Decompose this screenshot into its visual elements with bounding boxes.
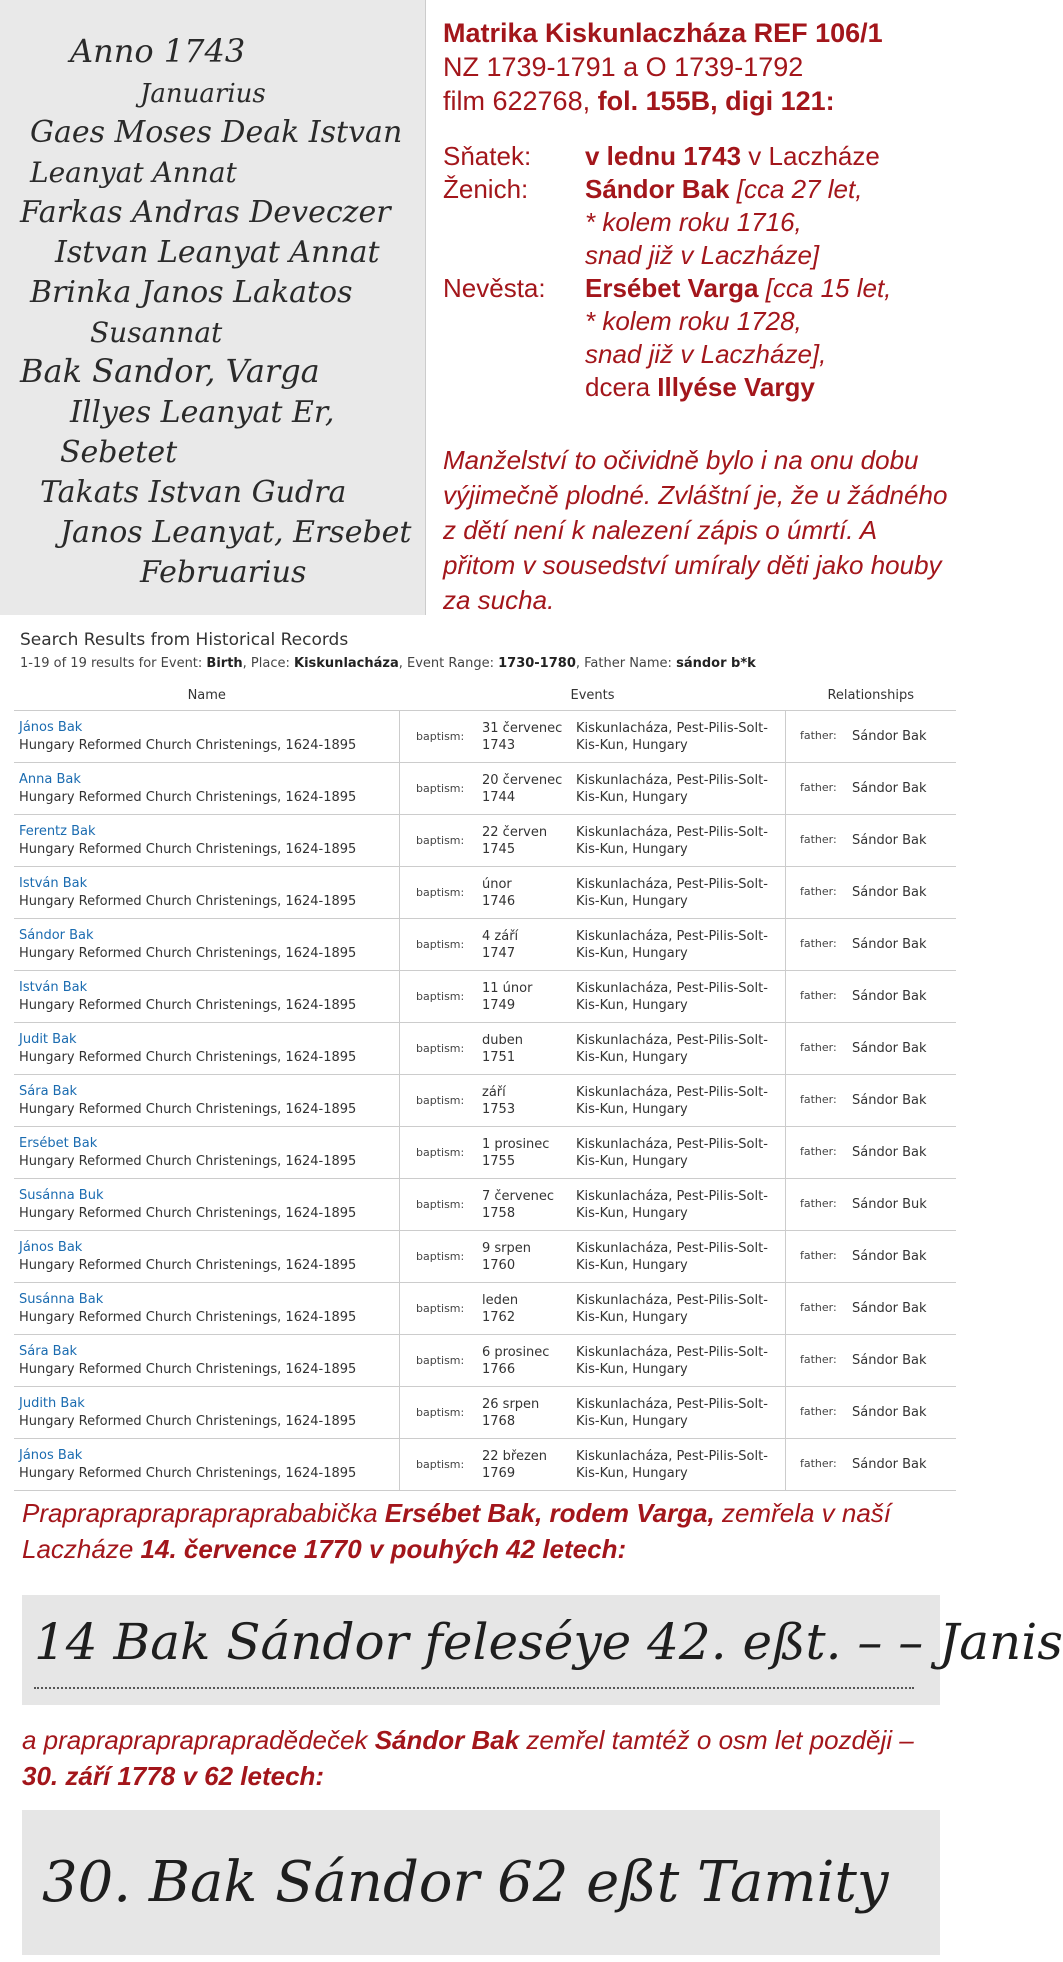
death-ersebet-handwriting: 14 Bak Sándor feleséye 42. eßt. – – Janis [34,1613,1063,1671]
collection-name: Hungary Reformed Church Christenings, 1624-1895 [19,1361,357,1377]
fertility-note: Manželství to očividně bylo i na onu dobu výjimečně plodné. Zvláštní je, že u žádného z dětí není k nalezení zápis o úmrtí. A přitom v sousedství umíraly děti jako houby za sucha. [443,445,948,615]
event-place: Kiskunlacháza, Pest-Pilis-Solt-Kis-Kun, Hungary [576,1084,768,1117]
event-type: baptism: [416,1406,465,1419]
death-sandor-text: a prapraprapraprapradědeček Sándor Bak zemřel tamtéž o osm let později – 30. září 1778 v 62 letech: [22,1725,914,1791]
manuscript-line: Sebetet [60,435,178,470]
record-name-link[interactable]: Sándor Bak [19,927,94,943]
collection-name: Hungary Reformed Church Christenings, 1624-1895 [19,1101,357,1117]
relationship-label: father: [800,1457,837,1470]
name-cell [14,1335,400,1387]
record-name-link[interactable]: Anna Bak [19,771,81,787]
column-relationships: Relationships [786,680,957,711]
event-date: 20 červenec 1744 [482,772,563,805]
record-header [443,16,948,118]
event-type: baptism: [416,1354,465,1367]
event-type: baptism: [416,990,465,1003]
column-events: Events [400,680,786,711]
collection-name: Hungary Reformed Church Christenings, 1624-1895 [19,1153,357,1169]
search-results-table [14,680,956,1491]
collection-name: Hungary Reformed Church Christenings, 1624-1895 [19,789,357,805]
relationship-name: Sándor Buk [852,1197,927,1212]
record-name-link[interactable]: István Bak [19,979,88,995]
relationship-name: Sándor Bak [852,989,927,1004]
event-type: baptism: [416,1094,465,1107]
name-cell [14,815,400,867]
name-cell [14,1127,400,1179]
event-type: baptism: [416,886,465,899]
table-row [14,1179,956,1231]
record-name-link[interactable]: István Bak [19,875,88,891]
death-ersebet-text: Prapraprapraprapraprababička Ersébet Bak, rodem Varga, zemřela v naší Laczháze 14. července 1770 v pouhých 42 letech: [22,1498,892,1564]
manuscript-line: Farkas Andras Deveczer [20,195,391,230]
search-results-title: Search Results from Historical Records [20,630,349,650]
record-name-link[interactable]: Ersébet Bak [19,1135,98,1151]
event-date: duben 1751 [482,1032,523,1065]
manuscript-line: Istvan Leanyat Annat [55,235,380,270]
table-row [14,1439,956,1491]
relationship-label: father: [800,989,837,1002]
event-cell [400,971,786,1023]
collection-name: Hungary Reformed Church Christenings, 1624-1895 [19,737,357,753]
record-name-link[interactable]: Sára Bak [19,1343,78,1359]
event-place: Kiskunlacháza, Pest-Pilis-Solt-Kis-Kun, Hungary [576,1188,768,1221]
manuscript-line: Brinka Janos Lakatos [30,275,353,310]
relationship-name: Sándor Bak [852,1301,927,1316]
relationship-name: Sándor Bak [852,1353,927,1368]
relationship-name: Sándor Bak [852,1093,927,1108]
relationship-cell [786,1179,957,1231]
name-cell [14,1179,400,1231]
collection-name: Hungary Reformed Church Christenings, 1624-1895 [19,1205,357,1221]
event-place: Kiskunlacháza, Pest-Pilis-Solt-Kis-Kun, Hungary [576,1396,768,1429]
manuscript-line: Janos Leanyat, Ersebet [60,515,412,550]
event-cell [400,815,786,867]
record-film: film 622768, fol. 155B, digi 121: [443,86,835,116]
event-place: Kiskunlacháza, Pest-Pilis-Solt-Kis-Kun, Hungary [576,772,768,805]
search-summary: 1-19 of 19 results for Event: Birth, Place: Kiskunlacháza, Event Range: 1730-1780, Father Name: sándor b*k [20,656,756,671]
relationship-name: Sándor Bak [852,885,927,900]
relationship-label: father: [800,1405,837,1418]
manuscript-line: Januarius [140,79,266,109]
table-row [14,1387,956,1439]
name-cell [14,1387,400,1439]
relationship-name: Sándor Bak [852,1405,927,1420]
manuscript-line: Illyes Leanyat Er, [70,395,335,430]
table-row [14,815,956,867]
event-cell [400,1075,786,1127]
event-type: baptism: [416,938,465,951]
event-cell [400,1127,786,1179]
event-place: Kiskunlacháza, Pest-Pilis-Solt-Kis-Kun, Hungary [576,980,768,1013]
collection-name: Hungary Reformed Church Christenings, 1624-1895 [19,1465,357,1481]
marriage-row: Sňatek: v lednu 1743 v Laczháze [443,141,880,171]
collection-name: Hungary Reformed Church Christenings, 1624-1895 [19,1257,357,1273]
event-type: baptism: [416,834,465,847]
event-place: Kiskunlacháza, Pest-Pilis-Solt-Kis-Kun, Hungary [576,876,768,909]
relationship-label: father: [800,937,837,950]
relationship-cell [786,1023,957,1075]
record-name-link[interactable]: Judit Bak [19,1031,77,1047]
bride-row: Nevěsta: Ersébet Varga [cca 15 let, * kolem roku 1728, snad již v Laczháze], dcera Illyése Vargy [443,273,892,402]
relationship-cell [786,1439,957,1491]
event-type: baptism: [416,1146,465,1159]
relationship-label: father: [800,1145,837,1158]
manuscript-line: Februarius [140,555,307,590]
event-place: Kiskunlacháza, Pest-Pilis-Solt-Kis-Kun, Hungary [576,928,768,961]
event-place: Kiskunlacháza, Pest-Pilis-Solt-Kis-Kun, Hungary [576,1292,768,1325]
collection-name: Hungary Reformed Church Christenings, 1624-1895 [19,945,357,961]
name-cell [14,1075,400,1127]
relationship-label: father: [800,885,837,898]
relationship-name: Sándor Bak [852,833,927,848]
table-header [14,680,956,711]
manuscript-line: Anno 1743 [70,32,246,70]
table-row [14,763,956,815]
manuscript-line: Gaes Moses Deak Istvan [30,115,403,150]
event-type: baptism: [416,1302,465,1315]
manuscript-line: Leanyat Annat [30,156,237,189]
event-type: baptism: [416,782,465,795]
relationship-name: Sándor Bak [852,1145,927,1160]
table-row [14,919,956,971]
event-place: Kiskunlacháza, Pest-Pilis-Solt-Kis-Kun, Hungary [576,1344,768,1377]
table-row [14,1283,956,1335]
record-name-link[interactable]: Judith Bak [19,1395,85,1411]
relationship-name: Sándor Bak [852,1457,927,1472]
table-row [14,1335,956,1387]
table-row [14,1127,956,1179]
name-cell [14,919,400,971]
name-cell [14,711,400,763]
relationship-label: father: [800,1093,837,1106]
record-name-link[interactable]: János Bak [19,719,83,735]
name-cell [14,867,400,919]
event-cell [400,1387,786,1439]
marriage-facts [443,140,953,404]
event-date: únor 1746 [482,876,516,909]
manuscript-line: Takats Istvan Gudra [40,475,347,510]
manuscript-line: Susannat [90,316,223,349]
death-sandor-scan [22,1810,940,1955]
event-place: Kiskunlacháza, Pest-Pilis-Solt-Kis-Kun, Hungary [576,1136,768,1169]
relationship-label: father: [800,1041,837,1054]
relationship-name: Sándor Bak [852,729,927,744]
collection-name: Hungary Reformed Church Christenings, 1624-1895 [19,841,357,857]
record-range: NZ 1739-1791 a O 1739-1792 [443,52,804,82]
event-cell [400,867,786,919]
name-cell [14,1023,400,1075]
event-place: Kiskunlacháza, Pest-Pilis-Solt-Kis-Kun, Hungary [576,1032,768,1065]
event-date: 1 prosinec 1755 [482,1136,550,1169]
collection-name: Hungary Reformed Church Christenings, 1624-1895 [19,997,357,1013]
event-cell [400,1179,786,1231]
relationship-cell [786,1387,957,1439]
event-place: Kiskunlacháza, Pest-Pilis-Solt-Kis-Kun, Hungary [576,824,768,857]
relationship-label: father: [800,833,837,846]
event-date: 22 březen 1769 [482,1448,548,1481]
event-cell [400,763,786,815]
relationship-cell [786,971,957,1023]
event-date: 26 srpen 1768 [482,1396,540,1429]
relationship-label: father: [800,1197,837,1210]
relationship-name: Sándor Bak [852,937,927,952]
manuscript-handwriting [0,0,425,615]
relationship-cell [786,1231,957,1283]
relationship-cell [786,1335,957,1387]
event-date: 31 červenec 1743 [482,720,563,753]
name-cell [14,763,400,815]
groom-row: Ženich: Sándor Bak [cca 27 let, * kolem roku 1716, snad již v Laczháze] [443,174,863,270]
record-name-link[interactable]: Susánna Buk [19,1187,104,1203]
record-name-link[interactable]: Ferentz Bak [19,823,96,839]
collection-name: Hungary Reformed Church Christenings, 1624-1895 [19,893,357,909]
event-date: 11 únor 1749 [482,980,533,1013]
event-date: 4 září 1747 [482,928,519,961]
event-place: Kiskunlacháza, Pest-Pilis-Solt-Kis-Kun, Hungary [576,1240,768,1273]
event-type: baptism: [416,1198,465,1211]
event-cell [400,1335,786,1387]
event-date: leden 1762 [482,1292,519,1325]
event-cell [400,919,786,971]
collection-name: Hungary Reformed Church Christenings, 1624-1895 [19,1049,357,1065]
name-cell [14,1283,400,1335]
relationship-cell [786,1127,957,1179]
relationship-cell [786,1075,957,1127]
manuscript-scan [0,0,426,615]
relationship-cell [786,919,957,971]
collection-name: Hungary Reformed Church Christenings, 1624-1895 [19,1309,357,1325]
relationship-cell [786,815,957,867]
relationship-cell [786,1283,957,1335]
record-name-link[interactable]: János Bak [19,1239,83,1255]
record-name-link[interactable]: János Bak [19,1447,83,1463]
relationship-name: Sándor Bak [852,1041,927,1056]
relationship-cell [786,763,957,815]
event-place: Kiskunlacháza, Pest-Pilis-Solt-Kis-Kun, Hungary [576,720,768,753]
death-ersebet-scan [22,1595,1063,1705]
event-date: 7 červenec 1758 [482,1188,554,1221]
table-row [14,1231,956,1283]
table-row [14,1075,956,1127]
relationship-label: father: [800,1249,837,1262]
relationship-label: father: [800,781,837,794]
event-cell [400,711,786,763]
event-place: Kiskunlacháza, Pest-Pilis-Solt-Kis-Kun, Hungary [576,1448,768,1481]
relationship-cell [786,711,957,763]
event-cell [400,1023,786,1075]
table-row [14,867,956,919]
event-date: 22 červen 1745 [482,824,548,857]
event-cell [400,1283,786,1335]
event-date: září 1753 [482,1084,516,1117]
name-cell [14,971,400,1023]
relationship-name: Sándor Bak [852,1249,927,1264]
event-date: 6 prosinec 1766 [482,1344,550,1377]
relationship-cell [786,867,957,919]
relationship-label: father: [800,1353,837,1366]
name-cell [14,1439,400,1491]
table-row [14,1023,956,1075]
event-type: baptism: [416,730,465,743]
event-cell [400,1439,786,1491]
event-date: 9 srpen 1760 [482,1240,532,1273]
event-type: baptism: [416,1250,465,1263]
event-type: baptism: [416,1042,465,1055]
relationship-name: Sándor Bak [852,781,927,796]
table-row [14,711,956,763]
relationship-label: father: [800,729,837,742]
event-type: baptism: [416,1458,465,1471]
record-title: Matrika Kiskunlaczháza REF 106/1 [443,18,883,48]
column-name: Name [14,680,400,711]
record-name-link[interactable]: Sára Bak [19,1083,78,1099]
relationship-label: father: [800,1301,837,1314]
collection-name: Hungary Reformed Church Christenings, 1624-1895 [19,1413,357,1429]
record-name-link[interactable]: Susánna Bak [19,1291,104,1307]
manuscript-line: Bak Sandor, Varga [20,352,320,390]
event-cell [400,1231,786,1283]
table-row [14,971,956,1023]
name-cell [14,1231,400,1283]
death-sandor-handwriting: 30. Bak Sándor 62 eßt Tamity [42,1850,889,1915]
